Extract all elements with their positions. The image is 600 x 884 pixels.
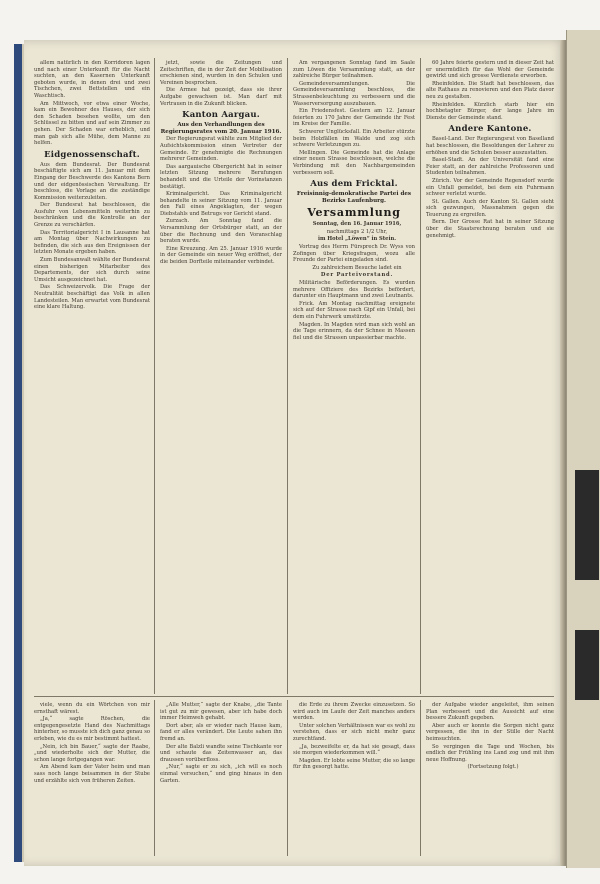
newspaper-page [24, 40, 566, 866]
article-text: Frick. Am Montag nachmittag ereignete sich auf der Strasse nach Gipf ein Unfall, bei dem ein Fuhrwerk umstürzte. [293, 300, 415, 320]
article-text: Magden. In Magden wird man sich wohl an die Tage erinnern, da der Schnee in Massen fiel und die Strassen unpassierbar machte. [293, 321, 415, 341]
event-place: im Hotel „Löwen“ in Stein. [317, 236, 397, 243]
feuilleton-text: „Ja,“ sagte Röschen, die entgegengesetzte Hand des Nachmittags hinterher, so musste ich dich ganz genau so erleben, wie du es mir bestimmt hattest. [34, 716, 150, 742]
feuilleton-text: die Erde zu ihrem Zwecke einzusetzen. So wird auch im Laufe der Zeit manches anders werden. [293, 702, 415, 722]
column-rule [287, 700, 288, 856]
article-text: Die Armee hat gezeigt, dass sie ihrer Aufgabe gewachsen ist. Man darf mit Vertrauen in die Zukunft blicken. [160, 87, 282, 107]
column-1 [34, 60, 150, 694]
section-heading-kanton-aargau: Kanton Aargau. [182, 110, 260, 121]
page-gutter-shadow [560, 40, 566, 866]
column-2 [160, 60, 282, 694]
section-heading-eidgenossenschaft: Eidgenossenschaft. [44, 149, 140, 160]
event-title: Versammlung [307, 206, 401, 220]
article-text: Rheinfelden. Kürzlich starb hier ein hochbetagter Bürger, der lange Jahre im Dienste der Gemeinde stand. [426, 101, 554, 121]
column-rule [287, 58, 288, 694]
feuilleton-column-2 [160, 702, 282, 856]
column-rule [420, 58, 421, 694]
feuilleton-text: „Nur,“ sagte er zu sich, „ich will es noch einmal versuchen,“ und ging hinaus in den Garten. [160, 764, 282, 784]
continued-note: (Fortsetzung folgt.) [467, 764, 519, 771]
event-invite: Zu zahlreichem Besuche ladet ein [312, 264, 402, 271]
article-text: Kriminalgericht. Das Kriminalgericht behandelte in seiner Sitzung vom 11. Januar den Fall eines Angeklagten, der wegen Diebstahls und Betrugs vor Gericht stand. [160, 191, 282, 217]
event-time: nachmittags 2 1/2 Uhr, [326, 228, 388, 235]
article-text: Bern. Der Grosse Rat hat in seiner Sitzung über die Staatsrechnung beraten und sie genehmigt. [426, 219, 554, 239]
column-4 [426, 60, 554, 694]
article-text: Ein Friedensfest. Gestern am 12. Januar feierten zu 170 Jahre der Gemeinde ihr Fest im Kreise der Familie. [293, 108, 415, 128]
article-text: Basel-Stadt. An der Universität fand eine Feier statt, an der zahlreiche Professoren und Studenten teilnahmen. [426, 157, 554, 177]
feuilleton-text: Am Abend kam der Vater heim und man sass noch lange beisammen in der Stube und erzählte sich von früheren Zeiten. [34, 764, 150, 784]
party-name: Freisinnig-demokratische Partei des Bezirks Laufenburg. [296, 191, 412, 204]
section-subheading: Aus den Verhandlungen des Regierungsrates vom 20. Januar 1916. [160, 122, 282, 135]
feuilleton-column-4 [426, 702, 554, 856]
article-text: Mellingen. Die Gemeinde hat die Anlage einer neuen Strasse beschlossen, welche die Verbindung mit den Nachbargemeinden verbessern soll. [293, 149, 415, 176]
feuilleton-text: Der alte Balzli wandte seine Tischkante vor und schaute das Zeitenwasser an, das draussen vorüberfloss. [160, 743, 282, 763]
article-text: Basel-Land. Der Regierungsrat von Baselland hat beschlossen, die Besoldungen der Lehrer zu erhöhen und die Schulen besser auszustatten. [426, 136, 554, 156]
feuilleton-text: Unter solchen Verhältnissen war es wohl zu verstehen, dass er sich nicht mehr ganz zurechtfand. [293, 722, 415, 742]
column-rule [420, 700, 421, 856]
feuilleton-text: „Alle Mutter,“ sagte der Knabe, „die Tante ist gut zu mir gewesen, aber ich habe doch immer Heimweh gehabt. [160, 702, 282, 722]
article-text: Schwerer Unglücksfall. Ein Arbeiter stürzte beim Holzfällen im Walde und zog sich schwere Verletzungen zu. [293, 128, 415, 149]
column-rule [154, 700, 155, 856]
article-text: Zum Bundesanwalt wählte der Bundesrat einen bisherigen Mitarbeiter des Departements, der sich durch seine Umsicht ausgezeichnet hat. [34, 257, 150, 283]
feuilleton-text: Dort aber, als er wieder nach Hause kam, fand er alles verändert. Die Leute sahen ihn fremd an. [160, 722, 282, 742]
feuilleton-text: der Aufgabe wieder angeleitet, ihm seinen Plan verbessert und die Aussicht auf eine bessere Zukunft gegeben. [426, 702, 554, 722]
event-signature: Der Parteivorstand. [320, 272, 394, 279]
binding-spine [14, 44, 22, 862]
feuilleton-rule [34, 696, 554, 697]
article-text: Eine Kreuzung. Am 25. Januar 1916 wurde in der Gemeinde ein neuer Weg eröffnet, der die beiden Dorfteile miteinander verbindet. [160, 245, 282, 266]
article-text: Am vergangenen Sonntag fand im Saale zum Löwen die Versammlung statt, an der zahlreiche Bürger teilnahmen. [293, 60, 415, 80]
article-text: Rheinfelden. Die Stadt hat beschlossen, das alte Rathaus zu renovieren und den Platz davor neu zu gestalten. [426, 80, 554, 100]
article-text: Gemeindeversammlungen. Die Gemeindeversammlung beschloss, die Strassenbeleuchtung zu verbessern und die Wasserversorgung auszubauen. [293, 80, 415, 107]
feuilleton-text: „Nein, ich bin Bauer,“ sagte der Raabe, „und wiederholte sich der Mutter, die schon lange fortgegangen war. [34, 743, 150, 763]
adjacent-page-print-block [575, 470, 599, 580]
section-heading-andere-kantone: Andere Kantone. [448, 124, 532, 135]
feuilleton-text: Magden. Er lobte seine Mutter, die so lange für ihn gesorgt hatte. [293, 757, 415, 771]
article-text: Das Schweizervolk. Die Frage der Neutralität beschäftigt das Volk in allen Landesteilen. Man erwartet vom Bundesrat eine klare Haltung. [34, 284, 150, 311]
column-3 [293, 60, 415, 694]
article-text: jetzt, sowie die Zeitungen und Zeitschriften, die in der Zeit der Mobilisation erschienen sind, wurden in den Schulen und Vereinen besprochen. [160, 60, 282, 86]
feuilleton-text: viele, wenn du ein Wörtchen von mir ernsthaft wärest. [34, 702, 150, 715]
feuilleton-text: So vergingen die Tage und Wochen, bis endlich der Frühling ins Land zog und mit ihm neue Hoffnung. [426, 743, 554, 763]
adjacent-page-edge [566, 30, 600, 868]
article-text: Zürich. Vor der Gemeinde Regensdorf wurde ein Unfall gemeldet, bei dem ein Fuhrmann schwer verletzt wurde. [426, 177, 554, 198]
article-text: Militärische Beförderungen. Es wurden mehrere Offiziere des Bezirks befördert, darunter ein Hauptmann und zwei Leutnants. [293, 280, 415, 300]
article-text: Aus dem Bundesrat. Der Bundesrat beschäftigte sich am 11. Januar mit dem Eingang der Beschwerde des Kantons Bern und der eidgenössischen Verwaltung. Er beschloss, die Vorlage an die zuständige Kommission weiterzuleiten. [34, 161, 150, 201]
article-text: Der Bundesrat hat beschlossen, die Ausfuhr von Lebensmitteln weiterhin zu beschränken und die Kontrolle an der Grenze zu verschärfen. [34, 202, 150, 229]
section-heading-fricktal: Aus dem Fricktal. [310, 179, 398, 190]
article-text: St. Gallen. Auch der Kanton St. Gallen sieht sich gezwungen, Massnahmen gegen die Teuerung zu ergreifen. [426, 198, 554, 218]
article-text: 60 Jahre feierte gestern und in dieser Zeit hat er unermüdlich für das Wohl der Gemeinde gewirkt und sich grosse Verdienste erworben. [426, 60, 554, 80]
feuilleton-column-1 [34, 702, 150, 856]
article-text: Der Regierungsrat wählte zum Mitglied der Aufsichtskommission einen Vertreter der Gemeinde. Er genehmigte die Rechnungen mehrerer Gemeinden. [160, 136, 282, 163]
feuilleton-text: „Ja, bezweifelte er, da hat sie gesagt, dass sie morgen wiederkommen will.“ [293, 743, 415, 757]
adjacent-page-print-block [575, 630, 599, 700]
event-description: Vortrag des Herrn Fürsprech Dr. Wyss von Zofingen über Kriegsfragen, wozu alle Freunde der Partei eingeladen sind. [293, 244, 415, 264]
feuilleton-column-3 [293, 702, 415, 856]
event-date: Sonntag, den 16. Januar 1916, [312, 221, 402, 228]
feuilleton-text: Aber auch er konnte die Sorgen nicht ganz vergessen, die ihn in der Stille der Nacht heimsuchten. [426, 722, 554, 742]
article-text: Das Territorialgericht I in Lausanne hat am Montag über Nachwirkungen zu befinden, die sich aus den Ereignissen der letzten Monate ergeben haben. [34, 229, 150, 256]
article-text: Das aargauische Obergericht hat in seiner letzten Sitzung mehrere Berufungen behandelt und die Urteile der Vorinstanzen bestätigt. [160, 163, 282, 190]
article-text: allem natürlich in den Korridoren lagen und nach einer Unterkunft für die Nacht suchten, an den Kasernen Unterkunft geboten wurde, in denen drei und zwei Tischchen, zwei Bettstellen und ein Waschtisch. [34, 60, 150, 99]
article-text: Am Mittwoch, vor etwa einer Woche, kam ein Bewohner des Hauses, der sich den Schaden besehen wollte, um den Schlüssel zu bitten und auf sein Zimmer zu gehen. Der Schaden war erheblich, und man gab sich alle Mühe, dem Manne zu helfen. [34, 100, 150, 147]
column-rule [154, 58, 155, 694]
article-text: Zurzach. Am Sonntag fand die Versammlung der Ortsbürger statt, an der über die Rechnung und den Voranschlag beraten wurde. [160, 218, 282, 245]
